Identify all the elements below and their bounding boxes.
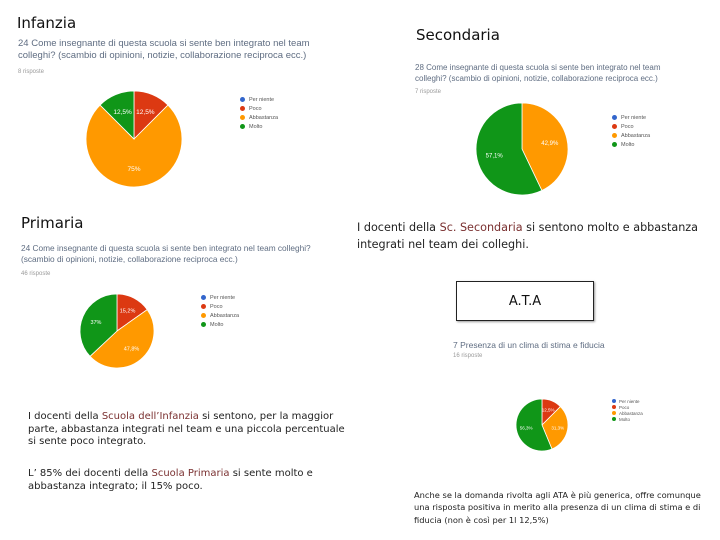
legend-item: [240, 122, 278, 131]
primaria-question: [21, 243, 341, 265]
pie-slice-label: 12,5%: [541, 407, 555, 413]
legend-swatch: [240, 106, 245, 111]
primaria-note-highlight: Scuola Primaria: [151, 468, 230, 479]
infanzia-question-line2: colleghi? (scambio di opinioni, notizie, collaborazione reciproca ecc.): [18, 50, 307, 61]
legend-item: [240, 113, 278, 122]
infanzia-note-text-start: I docenti della: [28, 411, 102, 422]
ata-question: 7 Presenza di un clima di stima e fiducia: [453, 340, 605, 350]
ata-note: Anche se la domanda rivolta agli ATA è più generica, offre comunque una risposta positiva in merito alla presenza di un clima di stima e di fiducia (non è così per 1l 12,5%): [414, 490, 701, 525]
infanzia-note-text-end: si sentono, per la maggior parte, abbastanza integrati nel team e una piccola percentuale si sente poco integrato.: [28, 411, 345, 447]
legend-swatch: [612, 411, 616, 415]
secondaria-question: [415, 62, 705, 84]
infanzia-question: [18, 38, 338, 62]
legend-swatch: [201, 295, 206, 300]
infanzia-responses: 8 risposte: [18, 69, 45, 75]
ata-pie-chart: [515, 398, 569, 452]
legend-label: Poco: [621, 123, 634, 130]
secondaria-heading: Secondaria: [416, 26, 500, 44]
infanzia-question-line1: 24 Come insegnante di questa scuola si sente ben integrato nel team: [18, 38, 310, 49]
legend-swatch: [201, 304, 206, 309]
secondaria-legend: [612, 113, 650, 149]
legend-label: Abbastanza: [619, 410, 643, 416]
legend-label: Abbastanza: [210, 312, 240, 319]
legend-item: [612, 140, 650, 149]
infanzia-pie-chart: [83, 88, 185, 190]
legend-swatch: [612, 142, 617, 147]
infanzia-heading: Infanzia: [17, 14, 77, 32]
ata-legend: [612, 398, 643, 422]
legend-swatch: [612, 133, 617, 138]
legend-label: Per niente: [249, 96, 275, 103]
secondaria-question-line2: colleghi? (scambio di opinioni, notizie, collaborazione reciproca ecc.): [415, 74, 658, 83]
primaria-question-line2: (scambio di opinioni, notizie, collaborazione reciproca ecc.): [21, 254, 238, 264]
legend-item: [612, 131, 650, 140]
legend-label: Abbastanza: [249, 114, 279, 121]
secondaria-note-text-end: si sentono molto e abbastanza integrati nel team dei colleghi.: [357, 221, 699, 251]
legend-item: [201, 293, 239, 302]
legend-item: [201, 320, 239, 329]
legend-item: [240, 95, 278, 104]
legend-label: Per niente: [621, 114, 647, 121]
legend-item: [201, 311, 239, 320]
pie-slice-label: 57,1%: [485, 153, 503, 160]
pie-slice-label: 12,5%: [113, 108, 132, 116]
legend-label: Per niente: [210, 294, 236, 301]
secondaria-note-text-start: I docenti della: [357, 221, 440, 234]
pie-slice-label: 42,9%: [541, 140, 559, 147]
legend-swatch: [240, 115, 245, 120]
legend-label: Molto: [210, 321, 224, 328]
infanzia-legend: [240, 95, 278, 131]
legend-label: Molto: [619, 416, 631, 422]
legend-label: Abbastanza: [621, 132, 651, 139]
pie-slice-label: 37%: [90, 319, 102, 326]
ata-responses: 16 risposte: [453, 353, 483, 359]
ata-heading: A.T.A: [508, 293, 542, 309]
legend-swatch: [612, 405, 616, 409]
secondaria-note-highlight: Sc. Secondaria: [439, 221, 523, 234]
primaria-note-text-start: L’ 85% dei docenti della: [28, 468, 152, 479]
legend-swatch: [201, 313, 206, 318]
infanzia-note-highlight: Scuola dell’Infanzia: [101, 411, 199, 422]
legend-label: Molto: [249, 123, 263, 130]
legend-label: Molto: [621, 141, 635, 148]
secondaria-responses: 7 risposte: [415, 89, 442, 95]
legend-item: [612, 122, 650, 131]
legend-label: Poco: [619, 404, 630, 410]
primaria-heading: Primaria: [21, 214, 84, 232]
legend-swatch: [612, 417, 616, 421]
legend-label: Poco: [210, 303, 223, 310]
secondaria-question-line1: 28 Come insegnante di questa scuola si sente ben integrato nel team: [415, 63, 661, 72]
pie-slice-label: 12,5%: [136, 108, 155, 116]
infanzia-note: [28, 411, 348, 449]
legend-swatch: [612, 399, 616, 403]
pie-slice-label: 75%: [127, 166, 141, 174]
pie-slice-label: 15,2%: [119, 308, 136, 315]
legend-swatch: [612, 124, 617, 129]
primaria-note: [28, 468, 343, 493]
primaria-responses: 46 risposte: [21, 271, 51, 277]
legend-item: [201, 302, 239, 311]
legend-swatch: [201, 322, 206, 327]
primaria-legend: [201, 293, 239, 329]
legend-swatch: [612, 115, 617, 120]
legend-swatch: [240, 124, 245, 129]
primaria-pie-chart: [78, 292, 156, 370]
legend-label: Poco: [249, 105, 262, 112]
primaria-question-line1: 24 Come insegnante di questa scuola si sente ben integrato nel team colleghi?: [21, 243, 311, 253]
legend-item: [612, 416, 643, 422]
secondaria-pie-chart: [474, 101, 570, 197]
ata-heading-box: [456, 281, 594, 321]
pie-slice-label: 56,3%: [519, 425, 533, 431]
primaria-note-text-end: si sente molto e abbastanza integrato; il 15% poco.: [28, 468, 313, 492]
legend-swatch: [240, 97, 245, 102]
legend-item: [612, 113, 650, 122]
pie-slice-label: 47,8%: [123, 346, 140, 353]
pie-slice-label: 31,3%: [551, 425, 565, 431]
legend-item: [240, 104, 278, 113]
secondaria-note: [357, 219, 707, 253]
legend-label: Per niente: [619, 398, 640, 404]
